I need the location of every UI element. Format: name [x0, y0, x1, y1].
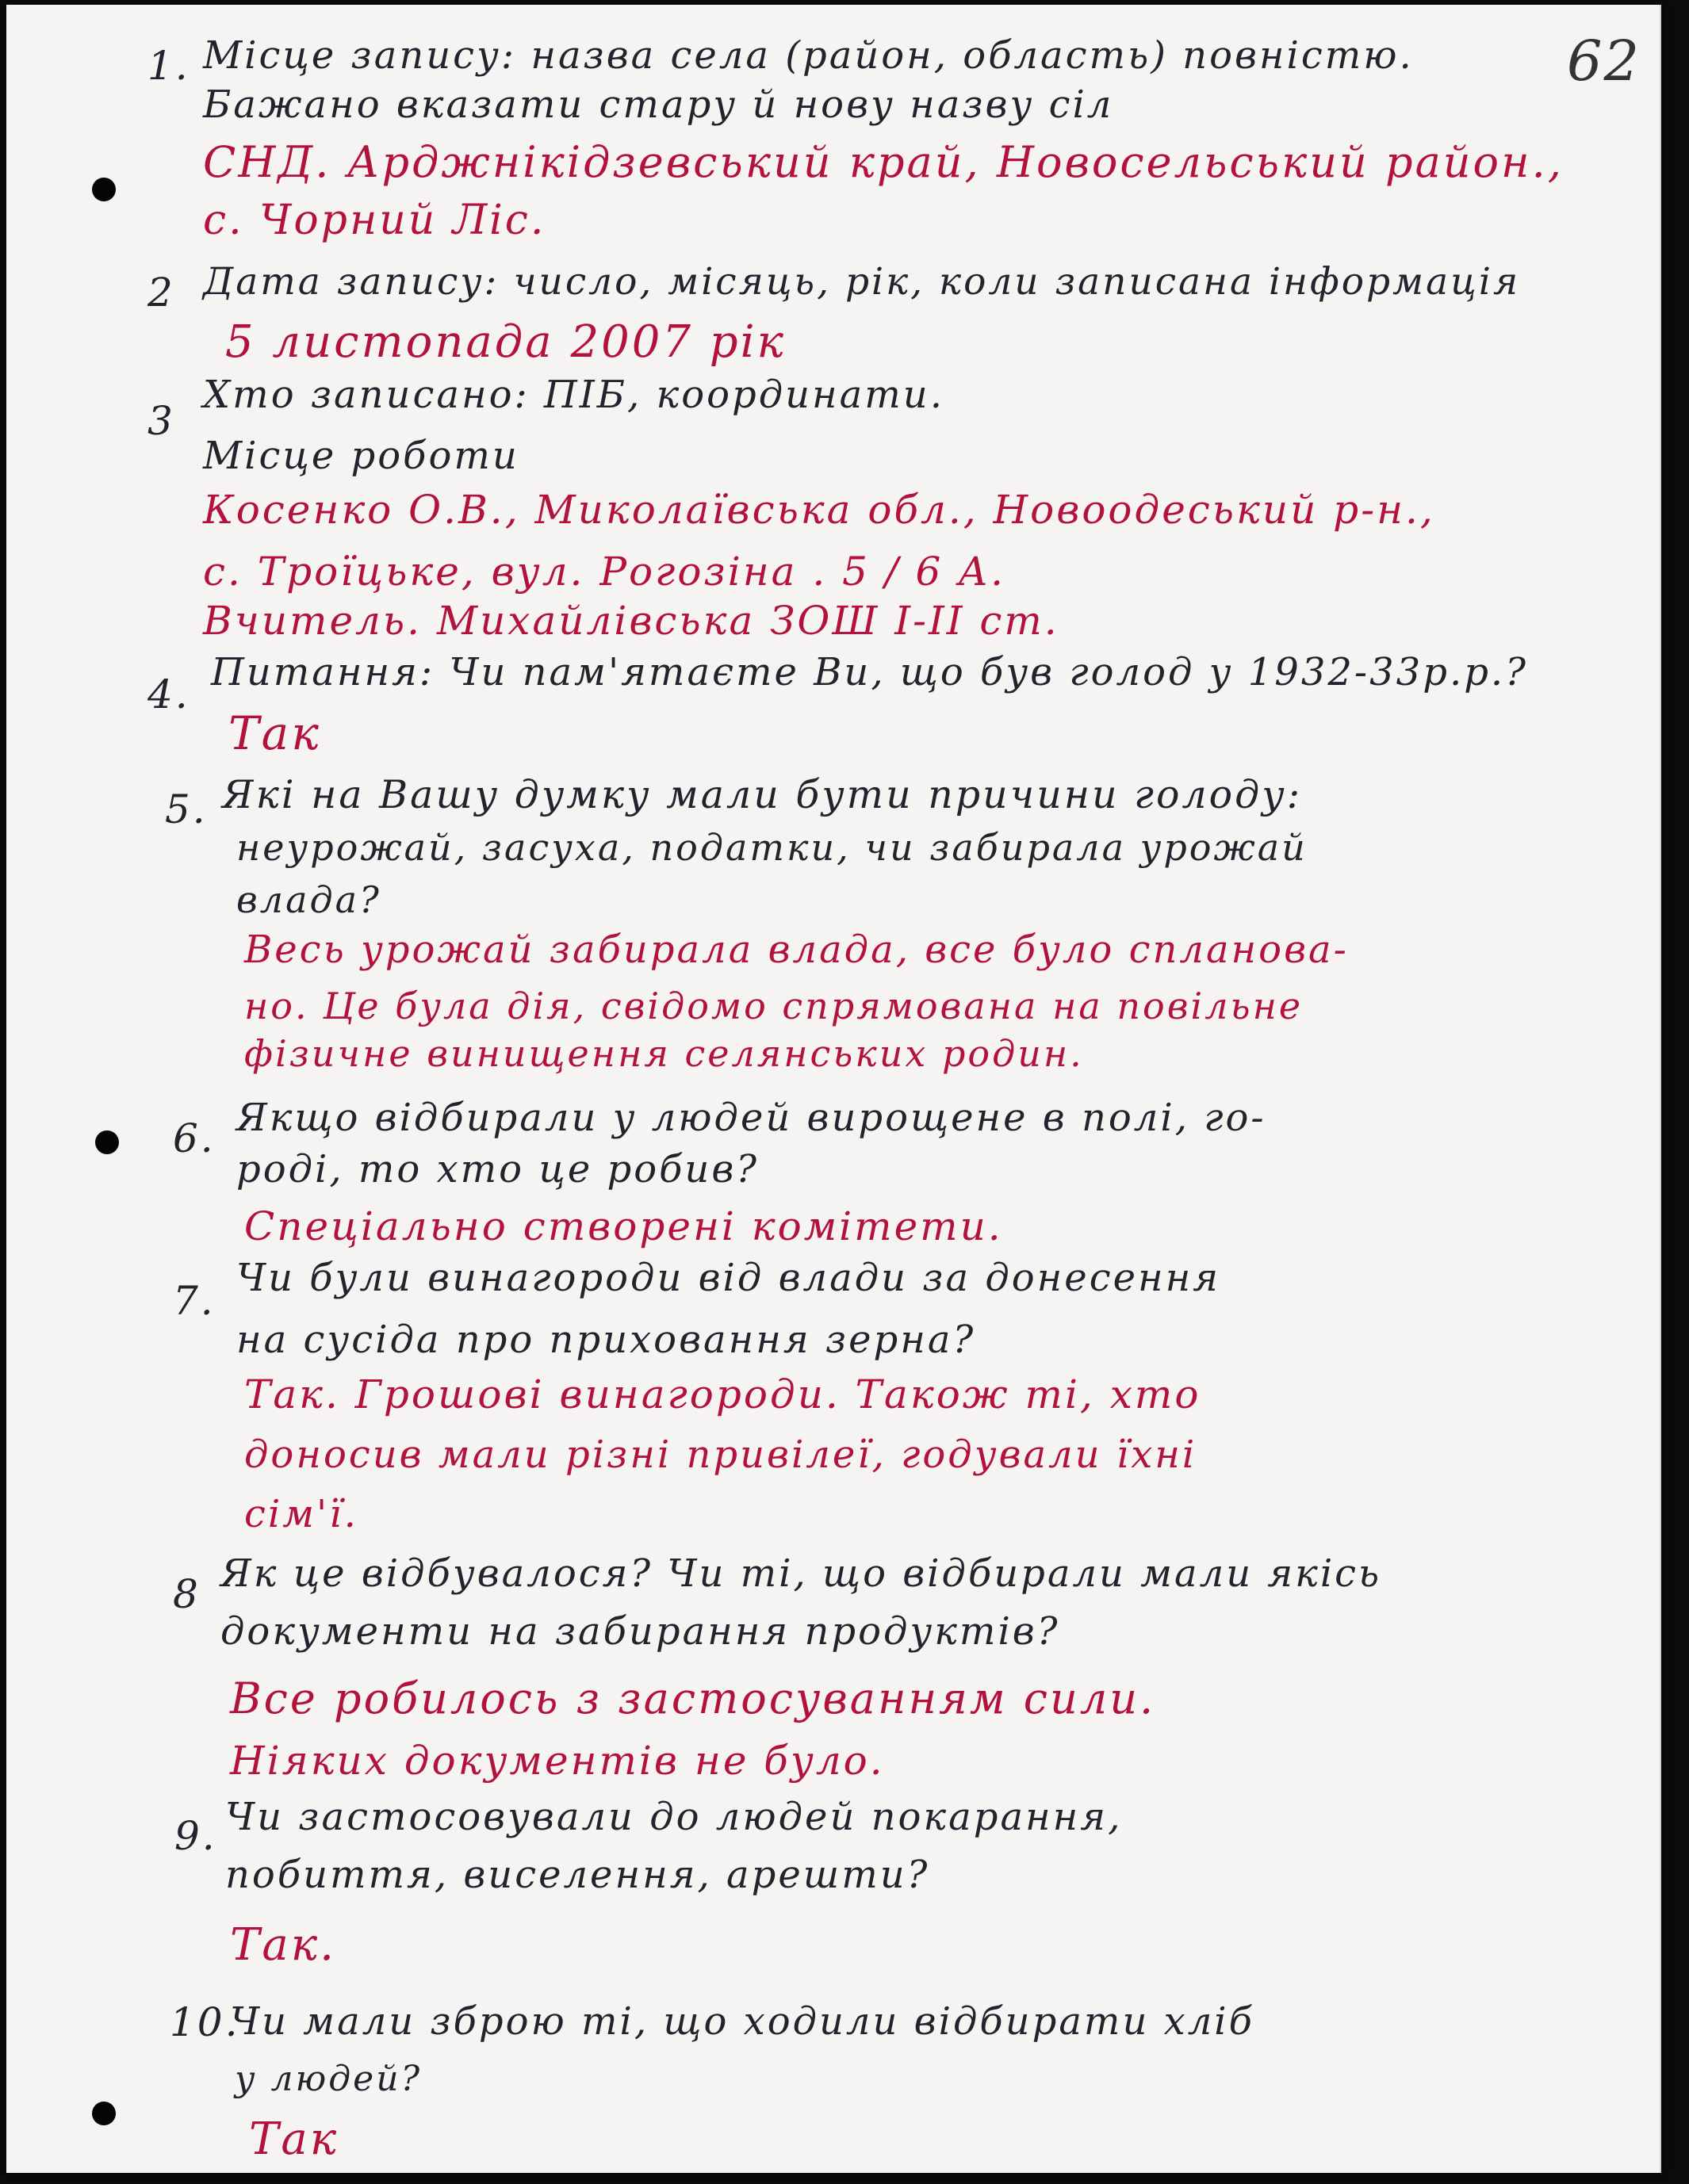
question-line: Чи мали зброю ті, що ходили відбирати хліб: [230, 1999, 1254, 2044]
answer-line: СНД. Арджнікідзевський край, Новосельський район.,: [203, 137, 1564, 187]
binder-hole-bottom: [92, 2102, 116, 2125]
item-number: 7.: [173, 1278, 216, 1324]
answer-line: с. Троїцьке, вул. Рогозіна . 5 / 6 А.: [203, 549, 1006, 595]
answer-line: с. Чорний Ліс.: [203, 197, 546, 244]
binder-hole-top: [92, 178, 116, 201]
answer-line: Так: [249, 2113, 339, 2165]
item-number: 10.: [170, 1999, 240, 2045]
question-line: Бажано вказати стару й нову назву сіл: [203, 82, 1114, 127]
question-line: Дата запису: число, місяць, рік, коли записана інформація: [203, 260, 1521, 304]
item-number: 2: [147, 270, 175, 316]
page-number: 62: [1567, 29, 1641, 94]
answer-line: Все робилось з застосуванням сили.: [230, 1673, 1156, 1723]
question-line: Чи були винагороди від влади за донесення: [236, 1256, 1220, 1300]
question-line: Місце роботи: [203, 434, 519, 478]
answer-line: Так.: [230, 1919, 336, 1971]
question-line: Питання: Чи пам'ятаєте Ви, що був голод у 1932-33р.р.?: [211, 650, 1528, 694]
question-line: Якщо відбирали у людей вирощене в полі, го-: [236, 1096, 1266, 1140]
question-line: Які на Вашу думку мали бути причини голоду:: [222, 772, 1303, 817]
answer-line: Так: [228, 706, 321, 760]
binder-hole-middle: [95, 1130, 119, 1154]
answer-line: Косенко О.В., Миколаївська обл., Новоодеський р-н.,: [203, 487, 1435, 533]
answer-line: но. Це була дія, свідомо спрямована на повільне: [244, 985, 1304, 1027]
question-line: роді, то хто це робив?: [236, 1147, 759, 1191]
answer-line: Так. Грошові винагороди. Також ті, хто: [244, 1371, 1201, 1417]
answer-line: Спеціально створені комітети.: [244, 1203, 1003, 1249]
answer-line: фізичне винищення селянських родин.: [244, 1032, 1084, 1075]
item-number: 3: [147, 398, 175, 444]
question-line: Місце запису: назва села (район, область) повністю.: [203, 33, 1414, 78]
item-number: 4.: [147, 671, 190, 717]
answer-line: Вчитель. Михайлівська ЗОШ І-ІІ ст.: [203, 598, 1059, 644]
answer-line: доносив мали різні привілеї, годували їхні: [244, 1432, 1197, 1477]
item-number: 5.: [165, 786, 208, 832]
question-line: неурожай, засуха, податки, чи забирала урожай: [236, 826, 1308, 869]
item-number: 8: [173, 1571, 201, 1617]
notebook-page: [6, 5, 1661, 2173]
item-number: 6.: [173, 1115, 216, 1161]
question-line: Як це відбувалося? Чи ті, що відбирали мали якісь: [220, 1551, 1382, 1596]
item-number: 9.: [174, 1813, 217, 1859]
answer-line: Ніяких документів не було.: [230, 1738, 885, 1784]
answer-line: сім'ї.: [244, 1492, 358, 1536]
question-line: на сусіда про приховання зерна?: [236, 1318, 976, 1362]
question-line: побиття, виселення, арешти?: [225, 1853, 930, 1897]
question-line: влада?: [236, 878, 381, 921]
question-line: Чи застосовували до людей покарання,: [225, 1795, 1123, 1839]
answer-line: 5 листопада 2007 рік: [225, 316, 786, 368]
question-line: у людей?: [235, 2059, 423, 2099]
question-line: Хто записано: ПІБ, координати.: [203, 373, 944, 417]
question-line: документи на забирання продуктів?: [220, 1609, 1060, 1654]
item-number: 1.: [147, 43, 190, 89]
answer-line: Весь урожай забирала влада, все було спланова-: [244, 928, 1349, 972]
